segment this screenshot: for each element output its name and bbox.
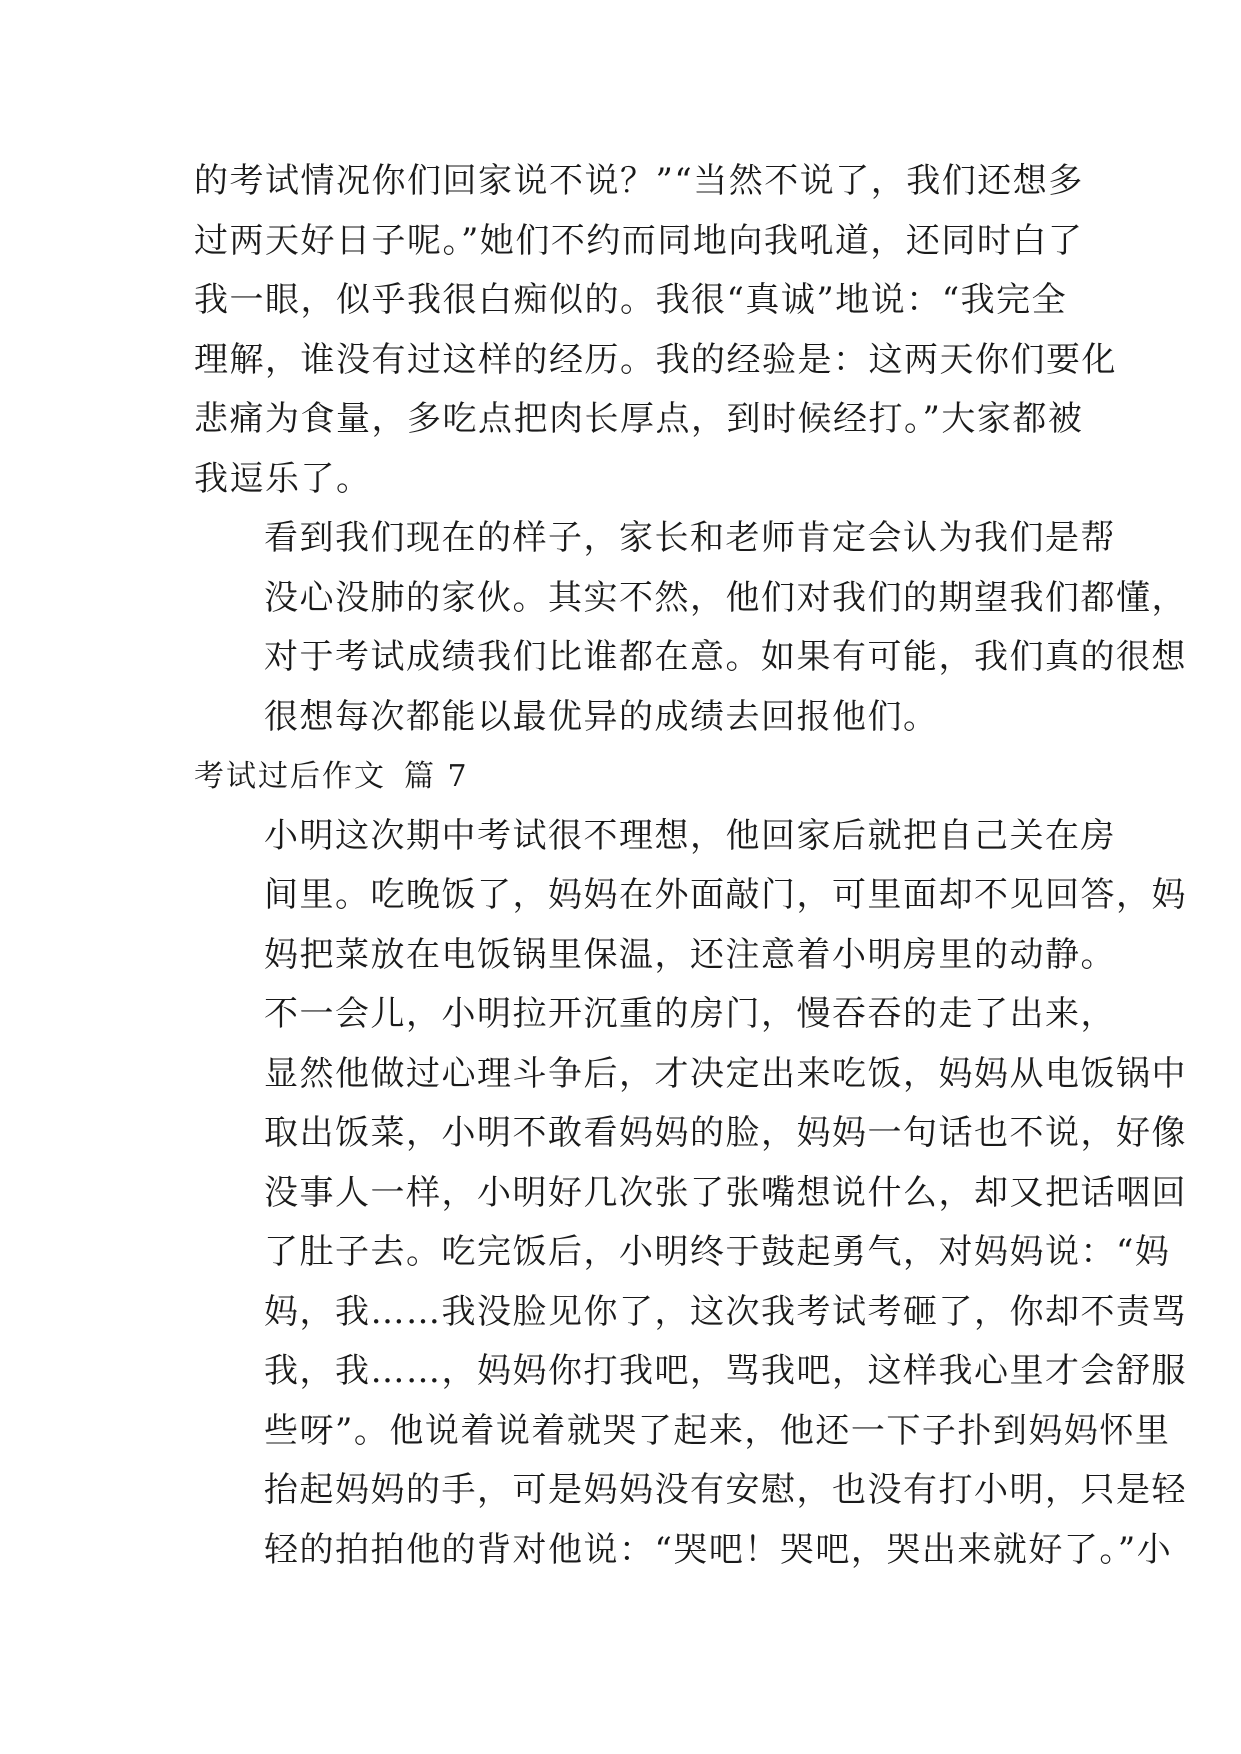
section-heading — [194, 747, 1052, 807]
body-paragraph — [194, 807, 1187, 986]
paragraph-line: 没心没肺的家伙。其实不然，他们对我们的期望我们都懂， — [264, 577, 1187, 618]
paragraph-line: 理解，谁没有过这样的经历。我的经验是：这两天你们要化 — [194, 339, 1117, 380]
paragraph-line: 妈把菜放在电饭锅里保温，还注意着小明房里的动静。 — [264, 934, 1116, 975]
body-paragraph — [194, 152, 1117, 509]
paragraph-line: 看到我们现在的样子，家长和老师肯定会认为我们是帮 — [264, 518, 1116, 558]
section-number: 篇 7 — [404, 759, 469, 794]
paragraph-line: 妈，我……我没脸见你了，这次我考试考砸了，你却不责骂 — [264, 1291, 1187, 1332]
paragraph-line: 轻的拍拍他的背对他说：“哭吧！哭吧，哭出来就好了。”小 — [264, 1529, 1173, 1570]
paragraph-line: 些呀”。他说着说着就哭了起来，他还一下子扑到妈妈怀里 — [264, 1410, 1171, 1451]
body-paragraph — [194, 509, 1187, 747]
paragraph-line: 抬起妈妈的手，可是妈妈没有安慰，也没有打小明，只是轻 — [264, 1470, 1187, 1510]
paragraph-line: 间里。吃晚饭了，妈妈在外面敲门，可里面却不见回答，妈 — [264, 875, 1187, 915]
paragraph-line: 我逗乐了。 — [194, 458, 372, 499]
paragraph-line: 没事人一样，小明好几次张了张嘴想说什么，却又把话咽回 — [264, 1172, 1187, 1213]
paragraph-line: 过两天好日子呢。”她们不约而同地向我吼道，还同时白了 — [194, 220, 1084, 261]
section-title: 考试过后作文 — [194, 759, 386, 794]
paragraph-line: 显然他做过心理斗争后，才决定出来吃饭，妈妈从电饭锅中 — [264, 1053, 1187, 1094]
body-paragraph — [194, 985, 1187, 1580]
paragraph-line: 悲痛为食量，多吃点把肉长厚点，到时候经打。”大家都被 — [194, 399, 1084, 439]
paragraph-line: 的考试情况你们回家说不说？”“当然不说了，我们还想多 — [194, 161, 1084, 201]
paragraph-line: 取出饭菜，小明不敢看妈妈的脸，妈妈一句话也不说，好像 — [264, 1113, 1187, 1153]
paragraph-line: 很想每次都能以最优异的成绩去回报他们。 — [264, 696, 939, 737]
paragraph-line: 我一眼，似乎我很白痴似的。我很“真诚”地说：“我完全 — [194, 280, 1068, 320]
paragraph-line: 了肚子去。吃完饭后，小明终于鼓起勇气，对妈妈说：“妈 — [264, 1232, 1171, 1272]
document-page — [194, 152, 1187, 1580]
paragraph-line: 我，我……，妈妈你打我吧，骂我吧，这样我心里才会舒服 — [264, 1351, 1187, 1391]
paragraph-line: 对于考试成绩我们比谁都在意。如果有可能，我们真的很想 — [264, 637, 1187, 677]
paragraph-line: 小明这次期中考试很不理想，他回家后就把自己关在房 — [264, 815, 1116, 856]
paragraph-line: 不一会儿，小明拉开沉重的房门，慢吞吞的走了出来， — [264, 994, 1116, 1034]
